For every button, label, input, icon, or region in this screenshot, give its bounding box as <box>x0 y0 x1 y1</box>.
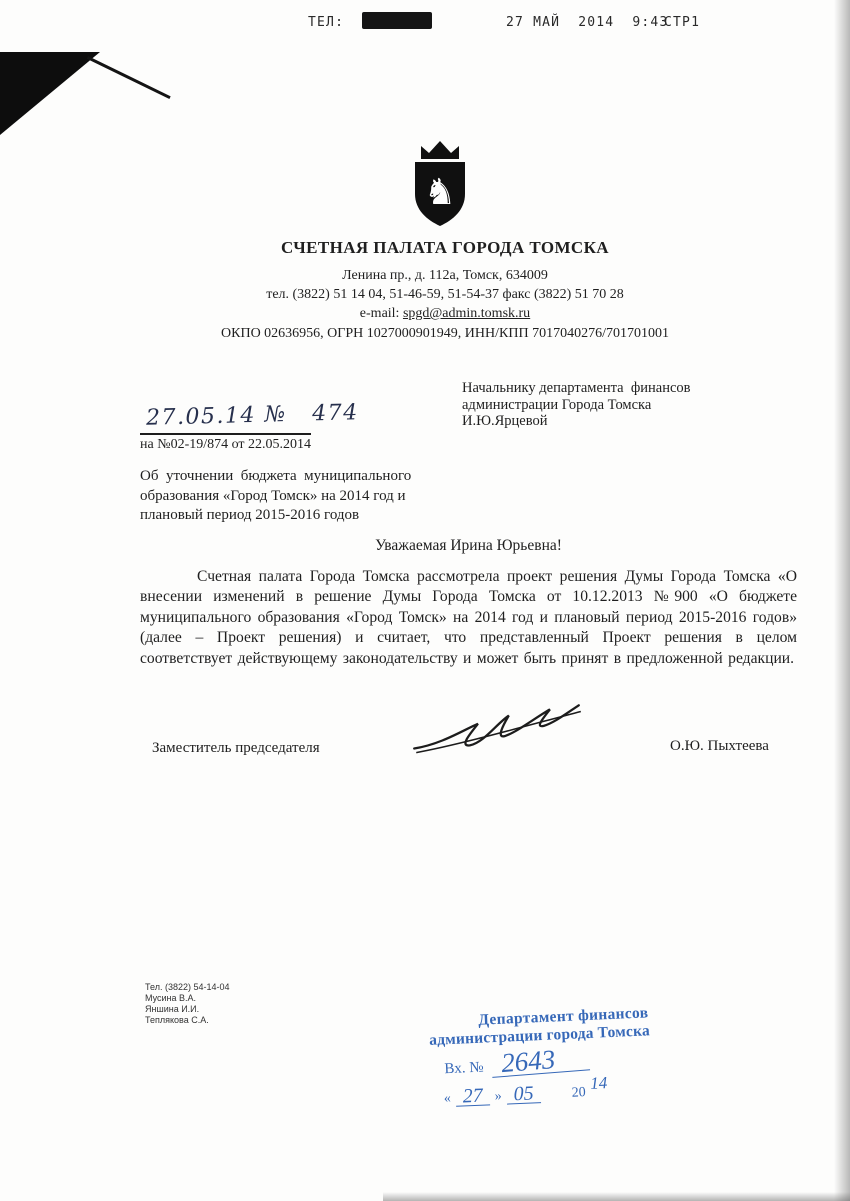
email-address: spgd@admin.tomsk.ru <box>402 306 531 321</box>
salutation: Уважаемая Ирина Юрьевна! <box>375 537 562 554</box>
footer-contacts <box>145 982 230 1026</box>
org-email-line <box>60 306 830 322</box>
scan-edge-shadow-right <box>834 0 850 1201</box>
org-phones: тел. (3822) 51 14 04, 51-46-59, 51-54-37 факс (3822) 51 70 28 <box>266 287 624 302</box>
stamp-org-line: администрации города Томска <box>428 1022 651 1049</box>
scan-crease-artifact <box>87 56 171 99</box>
footer-contact-name: Теплякова С.А. <box>145 1015 209 1025</box>
stamp-quote-close: » <box>494 1088 503 1105</box>
email-label: e-mail: <box>359 306 403 321</box>
stamp-handwritten-year: 14 <box>589 1073 608 1093</box>
stamp-year-prefix: 20 <box>571 1085 586 1101</box>
org-address: Ленина пр., д. 112а, Томск, 634009 <box>342 268 548 283</box>
redaction-mark <box>362 12 432 29</box>
handwritten-signature-icon <box>410 695 585 767</box>
stamp-date-row <box>431 1073 702 1108</box>
fax-datetime: 27 МАЙ 2014 9:43 <box>506 15 669 30</box>
horse-glyph: ♞ <box>423 172 457 212</box>
subject-line: плановый период 2015-2016 годов <box>140 507 360 523</box>
footer-tel: Тел. (3822) 54-14-04 <box>145 982 230 992</box>
stamp-handwritten-number: 2643 <box>491 1045 591 1078</box>
tomsk-coat-of-arms-icon <box>404 137 476 229</box>
body-paragraph: Счетная палата Города Томска рассмотрела проект решения Думы Города Томска «О внесении изменений в решение Думы Города Томска от 10.12.2013 №900 «О бюджете муниципального образования «Город Томск» на 2014 год и плановый период 2015-2016 годов» (далее – Проект решения) и считает, что представленный Проект решения в целом соответствует действующему законодательству и может быть принят в предложенной редакции. <box>140 568 797 667</box>
footer-contact-name: Яншина И.И. <box>145 1004 200 1014</box>
handwritten-outgoing-number: 27.05.14 № 474 <box>145 400 360 431</box>
subject-line: образования «Город Томск» на 2014 год и <box>140 487 406 504</box>
scan-edge-shadow-bottom <box>383 1192 850 1201</box>
stamp-quote-open: « <box>443 1091 452 1107</box>
reply-to-reference: на №02-19/874 от 22.05.2014 <box>140 437 312 452</box>
stamp-org-line: Департамент финансов <box>477 1004 649 1029</box>
stamp-handwritten-month: 05 <box>506 1086 541 1104</box>
subject-block <box>140 467 411 526</box>
recipient-line: Начальнику департамента финансов <box>462 380 691 396</box>
org-name: СЧЕТНАЯ ПАЛАТА ГОРОДА ТОМСКА <box>281 238 609 257</box>
recipient-line: И.Ю.Ярцевой <box>462 413 548 429</box>
recipient-block <box>462 380 691 430</box>
subject-line: Об уточнении бюджета муниципального <box>140 468 412 484</box>
signer-position-title: Заместитель председателя <box>152 740 320 756</box>
stamp-incoming-label: Вх. № <box>444 1059 484 1078</box>
scan-corner-fold-artifact <box>0 52 100 135</box>
incoming-registration-stamp <box>428 1002 702 1108</box>
stamp-handwritten-day: 27 <box>455 1088 490 1106</box>
org-registration-codes: ОКПО 02636956, ОГРН 1027000901949, ИНН/КПП 7017040276/701701001 <box>221 326 669 341</box>
recipient-line: администрации Города Томска <box>462 396 652 413</box>
fax-page-number: СТР1 <box>664 15 701 30</box>
fax-tel-label: ТЕЛ: <box>308 15 345 30</box>
footer-contact-name: Мусина В.А. <box>145 993 197 1003</box>
signer-name: О.Ю. Пыхтеева <box>670 738 769 754</box>
reference-underline <box>140 433 311 435</box>
